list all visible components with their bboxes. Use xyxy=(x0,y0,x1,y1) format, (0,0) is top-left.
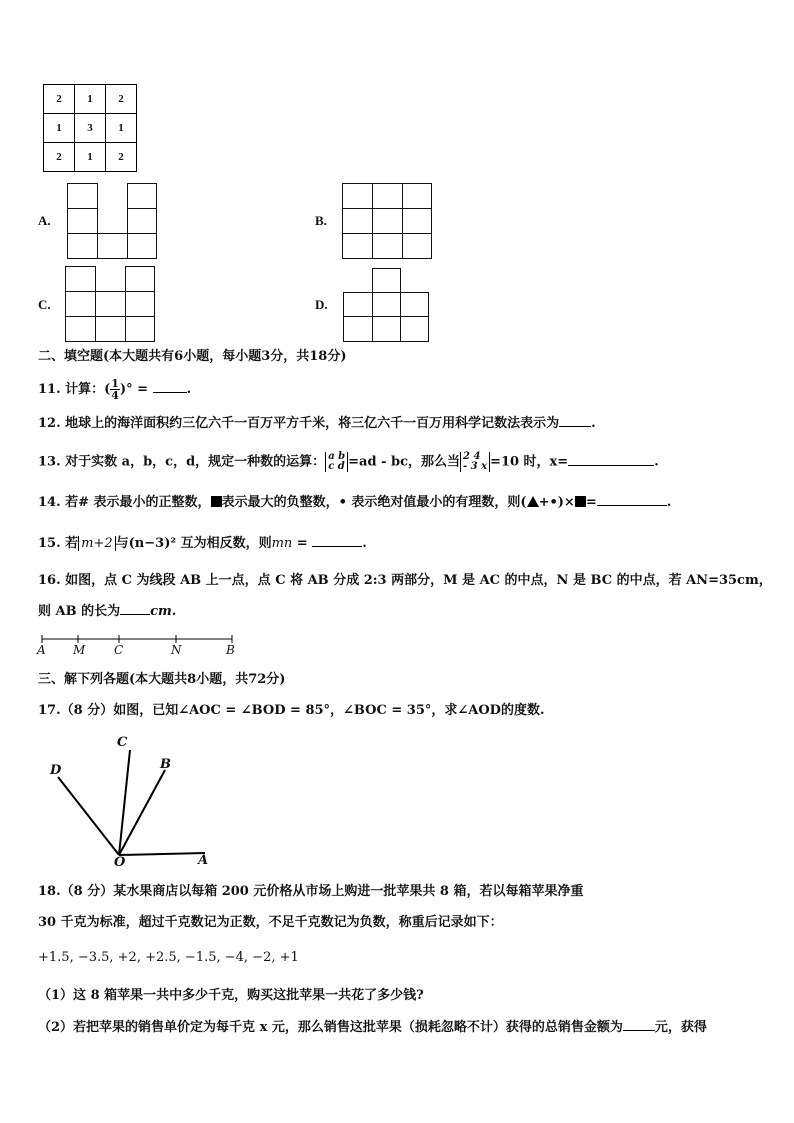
question-17: 17.（8 分）如图，已知∠AOC = ∠BOD = 85°，∠BOC = 35°，求∠AOD的度数. xyxy=(38,703,545,718)
grid-cell: 1 xyxy=(75,143,106,172)
option-b-label[interactable]: B. xyxy=(315,213,327,228)
question-11: 11. 计算：( $\frac{1}{4}$ )° = . xyxy=(38,377,192,402)
determinant-abcd: a b c d xyxy=(325,452,348,472)
answer-blank[interactable] xyxy=(312,546,362,547)
option-c-label[interactable]: C. xyxy=(38,297,51,312)
vertex-o-label: O xyxy=(114,855,126,870)
option-a-label[interactable]: A. xyxy=(38,213,51,228)
question-16-line-1: 16. 如图，点 C 为线段 AB 上一点，点 C 将 AB 分成 2:3 两部分，M 是 AC 的中点，N 是 BC 的中点，若 AN=35cm， xyxy=(38,573,772,588)
top-view-grid xyxy=(43,84,137,172)
question-18-part-1: （1）这 8 箱苹果一共中多少千克，购买这批苹果一共花了多少钱? xyxy=(38,988,424,1003)
answer-blank[interactable] xyxy=(153,392,187,393)
question-16-line-2: 则 AB 的长为 cm. xyxy=(38,604,177,619)
question-15: 15. 若 m+2 与(n−3)² 互为相反数，则mn = . xyxy=(38,536,367,551)
angle-diagram xyxy=(40,735,220,870)
question-18-part-2: （2）若把苹果的销售单价定为每千克 x 元，那么销售这批苹果（损耗忽略不计）获得的总销售金额为 元，获得 xyxy=(38,1020,707,1035)
question-13: 13. 对于实数 a，b，c，d，规定一种数的运算： a b c d =ad - bc，那么当 2 4 - 3 x =10 时，x= . xyxy=(38,451,659,472)
answer-blank[interactable] xyxy=(120,614,150,615)
section-3-heading: 三、解下列各题(本大题共8小题，共72分) xyxy=(38,672,286,687)
question-14: 14. 若# 表示最小的正整数， 表示最大的负整数，• 表示绝对值最小的有理数，则( +•)× = . xyxy=(38,495,672,510)
grid-cell: 1 xyxy=(75,85,106,114)
section-2-heading: 二、填空题(本大题共有6小题，每小题3分，共18分) xyxy=(38,349,347,364)
option-d-figure[interactable] xyxy=(343,268,429,342)
answer-blank[interactable] xyxy=(623,1030,655,1031)
ray-b-label: B xyxy=(160,757,171,772)
question-18-line-1: 18.（8 分）某水果商店以每箱 200 元价格从市场上购进一批苹果共 8 箱，若以每箱苹果净重 xyxy=(38,884,584,899)
point-c-label: C xyxy=(114,643,124,657)
question-12: 12. 地球上的海洋面积约三亿六千一百万平方千米，将三亿六千一百万用科学记数法表示为 . xyxy=(38,416,596,431)
point-n-label: N xyxy=(171,643,182,657)
triangle-icon xyxy=(527,496,539,507)
grid-cell: 2 xyxy=(106,143,137,172)
question-18-line-2: 30 千克为标准，超过千克数记为正数，不足千克数记为负数，称重后记录如下： xyxy=(38,915,503,930)
option-c-figure[interactable] xyxy=(65,266,155,342)
grid-cell: 2 xyxy=(44,85,75,114)
weight-data: +1.5, −3.5, +2, +2.5, −1.5, −4, −2, +1 xyxy=(38,950,299,965)
ray-d-label: D xyxy=(50,763,62,778)
black-square-icon xyxy=(575,496,586,507)
ray-c-label: C xyxy=(117,735,128,750)
grid-cell: 2 xyxy=(44,143,75,172)
grid-cell: 3 xyxy=(75,114,106,143)
option-b-figure[interactable] xyxy=(342,183,432,259)
grid-cell: 1 xyxy=(106,114,137,143)
answer-blank[interactable] xyxy=(568,465,654,466)
point-b-label: B xyxy=(226,643,235,657)
option-a-figure[interactable] xyxy=(67,183,157,259)
point-a-label: A xyxy=(37,643,46,657)
point-m-label: M xyxy=(73,643,86,657)
answer-blank[interactable] xyxy=(559,426,591,427)
ray-a-label: A xyxy=(198,853,209,868)
determinant-numbers: 2 4 - 3 x xyxy=(460,452,490,472)
grid-cell: 1 xyxy=(44,114,75,143)
grid-cell: 2 xyxy=(106,85,137,114)
answer-blank[interactable] xyxy=(597,505,667,506)
black-square-icon xyxy=(211,496,222,507)
option-d-label[interactable]: D. xyxy=(315,297,328,312)
segment-diagram xyxy=(36,630,246,660)
